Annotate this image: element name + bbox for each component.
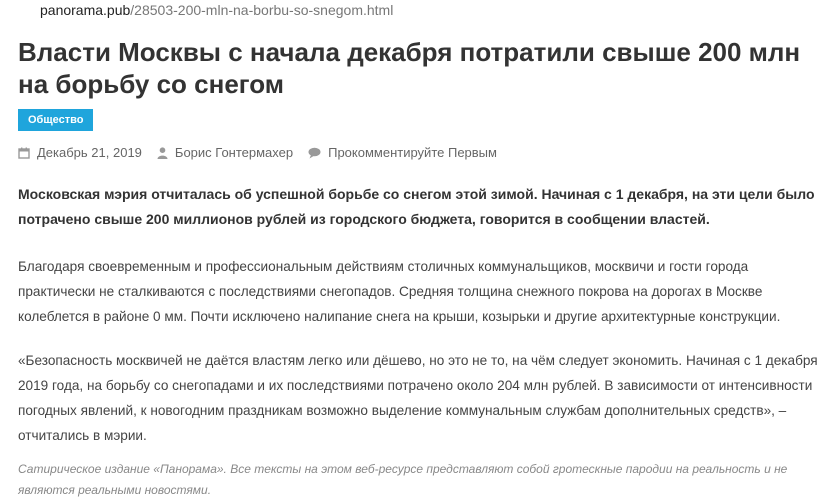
comment-icon [308, 147, 321, 159]
category-badge[interactable]: Общество [18, 109, 93, 131]
article-paragraph: «Безопасность москвичей не даётся властям легко или дёшево, но это не то, на чём следует экономить. Начиная с 1 декабря 2019 года, на борьбу со снегопадами и их последствиями потрачено около 204 млн рублей. В зависимости от интенсивности погодных явлений, к новогодним праздникам возможно выделение коммунальным службам дополнительных средств», – отчитались в мэрии. [18, 353, 818, 443]
meta-comments[interactable] [308, 145, 497, 160]
source-url[interactable] [40, 2, 393, 18]
user-icon [157, 147, 168, 159]
article-paragraph: Благодаря своевременным и профессиональным действиям столичных коммунальщиков, москвичи и гости города практически не сталкиваются с последствиями снегопадов. Средняя толщина снежного покрова на дорогах в Москве колеблется в районе 0 мм. Почти исключено налипание снега на крыши, козырьки и другие архитектурные конструкции. [18, 259, 781, 324]
url-domain[interactable]: panorama.pub [40, 2, 131, 18]
calendar-icon [18, 147, 30, 159]
meta-author-text[interactable]: Борис Гонтермахер [174, 145, 294, 160]
url-path[interactable]: /28503-200-mln-na-borbu-so-snegom.html [130, 2, 394, 18]
article-lead: Московская мэрия отчиталась об успешной борьбе со снегом этой зимой. Начиная с 1 декабря, на эти цели было потрачено свыше 200 миллионов рублей из городского бюджета, говорится в сообщении властей. [18, 186, 815, 227]
meta-date [18, 145, 142, 160]
article-title: Власти Москвы с начала декабря потратили свыше 200 млн на борьбу со снегом [18, 37, 801, 99]
meta-comments-text[interactable]: Прокомментируйте Первым [328, 145, 497, 160]
meta-date-text: Декабрь 21, 2019 [37, 145, 142, 160]
satire-disclaimer: Сатирическое издание «Панорама». Все тексты на этом веб-ресурсе представляют собой гротескные пародии на реальность и не являются реальными новостями. [18, 462, 788, 497]
article-meta [18, 145, 512, 160]
meta-author[interactable] [157, 145, 293, 160]
